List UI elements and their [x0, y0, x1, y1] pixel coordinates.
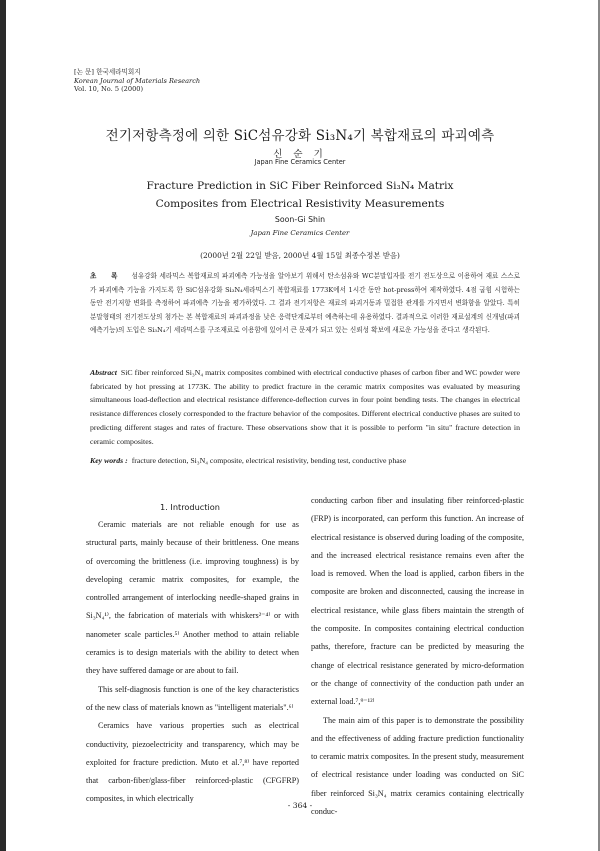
title-english-line1: Fracture Prediction in SiC Fiber Reinforced Si₃N₄ Matrix: [146, 180, 454, 192]
paragraph: This self-diagnosis function is one of the key characteristics of the new class of materials known as "intelligent materials".⁶⁾: [86, 684, 299, 712]
abstract-english-label: Abstract: [90, 368, 117, 377]
keywords-label: Key words :: [90, 456, 128, 465]
journal-volume: Vol. 10, No. 5 (2000): [74, 85, 144, 94]
body-column-left: [86, 516, 299, 809]
journal-header: [74, 68, 200, 94]
author-english: Soon-Gi Shin: [274, 215, 326, 224]
paragraph: The main aim of this paper is to demonstrate the possibility and the effectiveness of adding fracture prediction functionality to ceramic matrix composites. In the present study, measurement of electrical resistance under loading was conducted on SiC fiber reinforced Si₃N₄ matrix ceramics containing electrically conduc-: [311, 715, 524, 817]
journal-category: [논 문] 한국세라믹회지: [74, 68, 141, 76]
paper-title-english: [0, 178, 600, 213]
abstract-english: [90, 366, 520, 448]
abstract-english-text: SiC fiber reinforced Si₃N₄ matrix composites combined with electrical conductive phases of carbon fiber and WC powder were fabricated by hot pressing at 1773K. The ability to predict fracture in the ceramic matrix composites was evaluated by measuring simultaneous load-deflection and electrical resistance difference-deflection curves in four point bending tests. The changes in electrical resistance differences closely corresponded to the fracture behavior of the composites. Different electrical conductive phases are suited to predicting different stages and rates of fracture. These observations show that it is possible to perform "in situ" fracture detection in ceramic composites.: [90, 368, 520, 446]
title-english-line2: Composites from Electrical Resistivity Measurements: [155, 197, 445, 210]
author-korean: 신 순 기: [273, 149, 327, 160]
abstract-korean-label: 초 록: [90, 272, 124, 280]
page-number: - 364 -: [287, 801, 313, 810]
keywords-text: fracture detection, Si₃N₄ composite, electrical resistivity, bending test, conductive phase: [131, 456, 407, 465]
journal-title: Korean Journal of Materials Research: [74, 76, 201, 85]
affiliation-korean: Japan Fine Ceramics Center: [254, 158, 346, 166]
body-column-right: [311, 492, 524, 821]
affiliation-english: Japan Fine Ceramics Center: [250, 229, 350, 237]
abstract-korean-text: 섬유강화 세라믹스 복합재료의 파괴예측 가능성을 알아보기 위해서 탄소섬유와 WC분말입자를 전기 전도상으로 이용하여 재료 스스로가 파괴예측 기능을 가지도록 한 SiC섬유강화 Si₃N₄세라믹스기 복합재료를 1773K에서 1시간 동안 hot-press하여 제작하였다. 4점 굽힘 시험하는 동안 전기저항 변화를 측정하여 파괴예측 기능을 평가하였다. 그 결과 전기저항은 재료의 파괴거동과 밀접한 관계를 가지면서 변화함을 알았다. 특히 분말형태의 전기전도상의 첨가는 본 복합재료의 파괴과정을 낮은 응력단계로부터 예측하는데 유용하였다. 결과적으로 이러한 재료설계의 신개념(파괴예측기능)의 도입은 Si₃N₄기 세라믹스를 구조재료로 이용함에 있어서 큰 문제가 되고 있는 신뢰성 확보에 새로운 가능성을 준다고 생각된다.: [90, 272, 520, 335]
paragraph: conducting carbon fiber and insulating fiber reinforced-plastic (FRP) is incorporated, can perform this function. An increase of electrical resistance is observed during loading of the composite, and the increased electrical resistance remains even after the load is removed. When the load is applied, carbon fibers in the composite are broken and disconnected, causing the increase in electrical resistance, while glass fibers maintain the strength of the composite. In composites containing electrical conduction paths, therefore, fracture can be predicted by measuring the change of electrical resistance generated by micro-deformation or the change of connectivity of the conduction path under an external load.⁷,⁹⁻¹²⁾: [311, 496, 524, 707]
received-dates: (2000년 2월 22일 받음, 2000년 4월 15일 최종수정본 받음): [200, 251, 400, 260]
section-title-introduction: 1. Introduction: [160, 502, 220, 512]
abstract-korean: [90, 270, 520, 338]
paragraph: Ceramics have various properties such as electrical conductivity, piezoelectricity and transparency, which may be exploited for fracture prediction. Muto et al.⁷,⁸⁾ have reported that carbon-fiber/glass-fiber reinforced-plastic (CFGFRP) composites, in which electrically: [86, 721, 299, 804]
paper-title-korean: 전기저항측정에 의한 SiC섬유강화 Si₃N₄기 복합재료의 파괴예측: [105, 128, 495, 144]
keywords: [90, 456, 520, 465]
paragraph: Ceramic materials are not reliable enough for use as structural parts, mainly because of their brittleness. One means of overcoming the brittleness (i.e. improving toughness) is by developing ceramic matrix composites, for example, the controlled arrangement of interlocking needle-shaped grains in Si₃N₄¹⁾, the fabrication of materials with whiskers²⁻⁴⁾ or with nanometer scale particles.⁵⁾ Another method to attain reliable ceramics is to design materials with the ability to detect when they have suffered damage or are about to fail.: [86, 520, 299, 676]
